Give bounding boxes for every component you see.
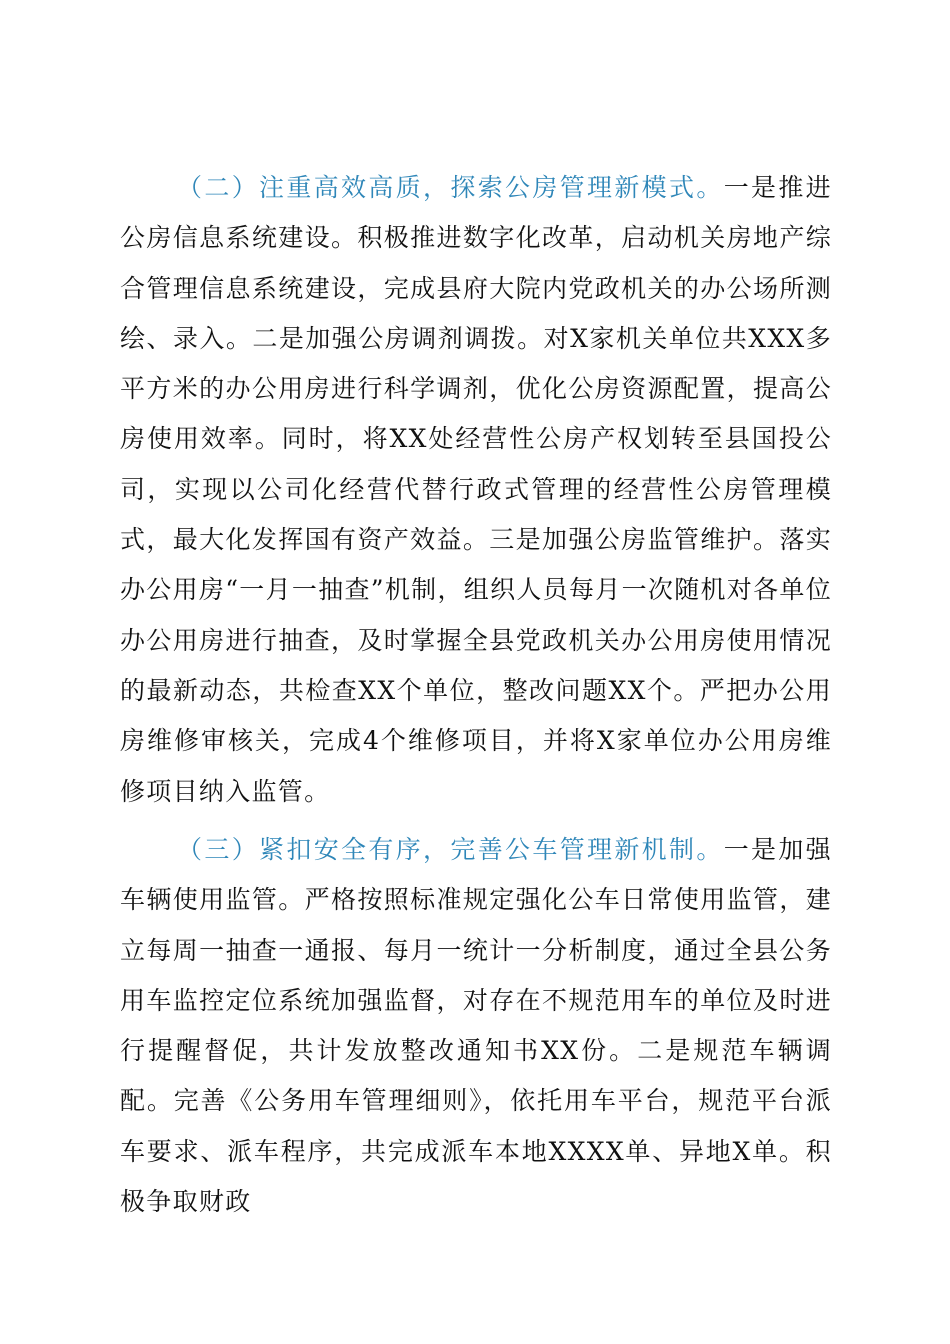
section-body-public-vehicles: 一是加强车辆使用监管。严格按照标准规定强化公车日常使用监管，建立每周一抽查一通报、每月一统计一分析制度，通过全县公务用车监控定位系统加强监督，对存在不规范用车的单位及时进行提醒督促，共计发放整改通知书XX份。二是规范车辆调配。完善《公务用车管理细则》，依托用车平台，规范平台派车要求、派车程序，共完成派车本地XXXX单、异地X单。积极争取财政: [120, 835, 832, 1217]
section-heading-public-housing: （二）注重高效高质，探索公房管理新模式。: [176, 173, 724, 202]
section-body-public-housing: 一是推进公房信息系统建设。积极推进数字化改革，启动机关房地产综合管理信息系统建设，完成县府大院内党政机关的办公场所测绘、录入。二是加强公房调剂调拨。对X家机关单位共XXX多平方米的办公用房进行科学调剂，优化公房资源配置，提高公房使用效率。同时，将XX处经营性公房产权划转至县国投公司，实现以公司化经营代替行政式管理的经营性公房管理模式，最大化发挥国有资产效益。三是加强公房监管维护。落实办公用房“一月一抽查”机制，组织人员每月一次随机对各单位办公用房进行抽查，及时掌握全县党政机关办公用房使用情况的最新动态，共检查XX个单位，整改问题XX个。严把办公用房维修审核关，完成4个维修项目，并将X家单位办公用房维修项目纳入监管。: [120, 173, 832, 806]
paragraph-public-vehicles: [120, 825, 832, 1227]
section-heading-public-vehicles: （三）紧扣安全有序，完善公车管理新机制。: [176, 835, 724, 864]
paragraph-public-housing: [120, 163, 832, 817]
